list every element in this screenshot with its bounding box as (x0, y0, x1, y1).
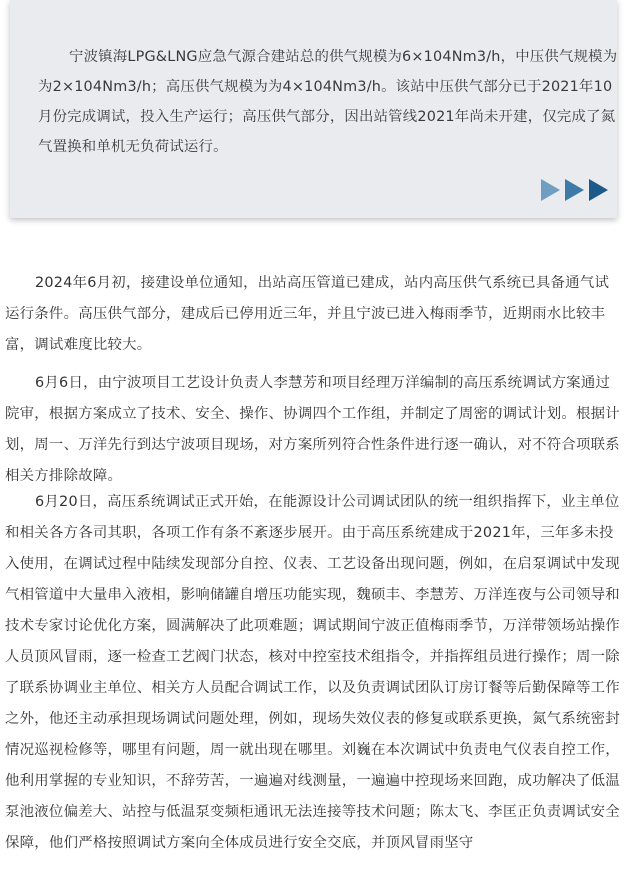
summary-text: 宁波镇海LPG&LNG应急气源合建站总的供气规模为6×104Nm3/h，中压供气规模为为2×104Nm3/h；高压供气规模为为4×104Nm3/h。该站中压供气部分已于2021年10月份完成调试，投入生产运行；高压供气部分，因出站管线2021年尚未开建，仅完成了氮气置换和单机无负荷试运行。 (38, 49, 618, 155)
body-paragraph: 2024年6月初，接建设单位通知，出站高压管道已建成，站内高压供气系统已具备通气试运行条件。高压供气部分，建成后已停用近三年，并且宁波已进入梅雨季节，近期雨水比较丰富，调试难度比较大。 (5, 275, 610, 353)
body-paragraph: 6月20日，高压系统调试正式开始，在能源设计公司调试团队的统一组织指挥下，业主单位和相关各方各司其职，各项工作有条不紊逐步展开。由于高压系统建成于2021年，三年多未投入使用，在调试过程中陆续发现部分自控、仪表、工艺设备出现问题，例如，在启泵调试中发现气相管道中大量串入液相，影响储罐自增压功能实现，魏硕丰、李慧芳、万洋连夜与公司领导和技术专家讨论优化方案，圆满解决了此项难题；调试期间宁波正值梅雨季节，万洋带领场站操作人员顶风冒雨，逐一检查工艺阀门状态，核对中控室技术组指令，并指挥组员进行操作；周一除了联系协调业主单位、相关方人员配合调试工作，以及负责调试团队订房订餐等后勤保障等工作之外，他还主动承担现场调试问题处理，例如，现场失效仪表的修复或联系更换，氮气系统密封情况巡视检修等，哪里有问题，周一就出现在哪里。刘巍在本次调试中负责电气仪表自控工作，他利用掌握的专业知识，不辞劳苦，一遍遍对线测量，一遍遍中控现场来回跑，成功解决了低温泵池液位偏差大、站控与低温泵变频柜通讯无法连接等技术问题；陈太飞、李匡正负责调试安全保障，他们严格按照调试方案向全体成员进行安全交底，并顶风冒雨坚守 (5, 494, 620, 851)
body-paragraph: 6月6日，由宁波项目工艺设计负责人李慧芳和项目经理万洋编制的高压系统调试方案通过院审，根据方案成立了技术、安全、操作、协调四个工作组，并制定了周密的调试计划。根据计划，周一、万洋先行到达宁波项目现场，对方案所列符合性条件进行逐一确认，对不符合项联系相关方排除故障。 (5, 375, 620, 484)
triangle-arrow-icon (565, 179, 584, 201)
summary-card (10, 0, 617, 218)
arrow-indicator (541, 179, 609, 201)
triangle-arrow-icon (541, 179, 560, 201)
triangle-arrow-icon (589, 179, 608, 201)
